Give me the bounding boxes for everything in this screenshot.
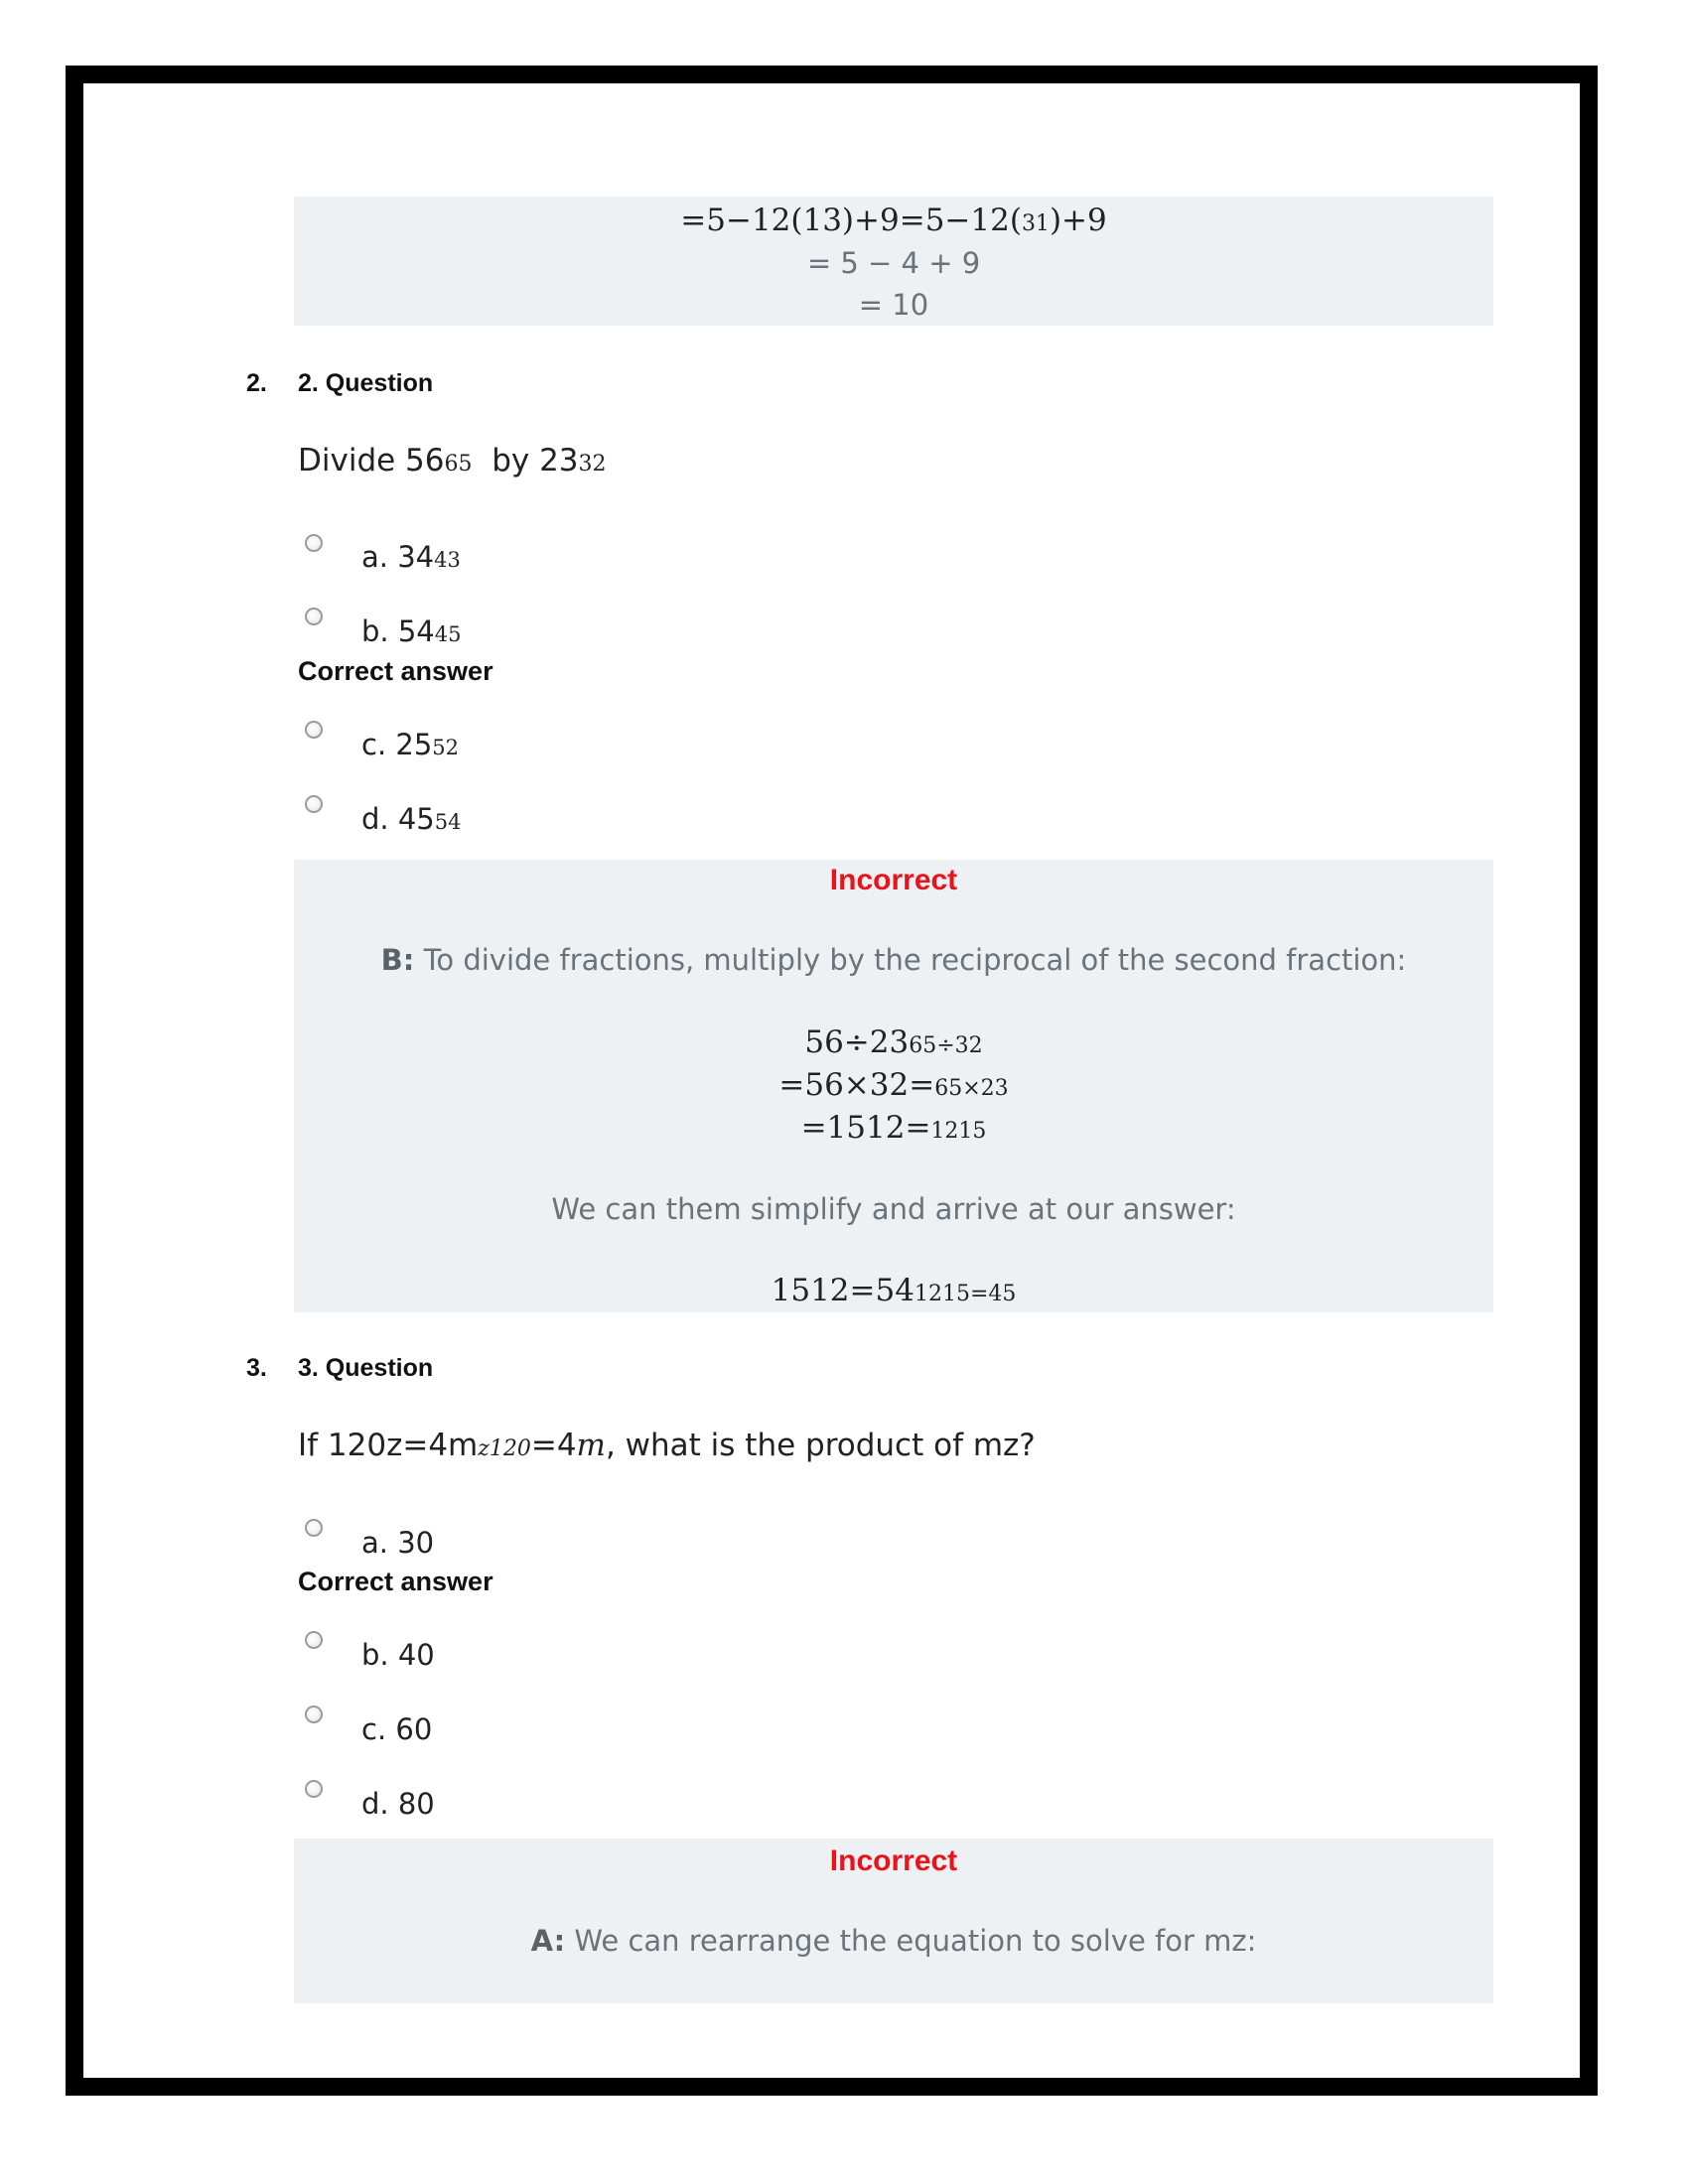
equation-line-2: =56×32=65×23 [778, 1067, 1009, 1103]
option-c[interactable]: c. 2552 [361, 728, 460, 761]
solution-line-2: = 5 − 4 + 9 [806, 246, 981, 280]
option-a[interactable]: a. 30 [361, 1526, 435, 1560]
question-text: Divide 5665 by 2332 [298, 443, 607, 478]
question-label: 3. Question [298, 1354, 434, 1382]
solution-panel-q1 [294, 197, 1493, 326]
option-d-radio[interactable] [305, 795, 323, 813]
question-number: 3. [246, 1354, 267, 1382]
option-a[interactable]: a. 3443 [361, 540, 461, 574]
equation-line-3: =1512=1215 [800, 1110, 987, 1146]
option-a-radio[interactable] [305, 534, 323, 552]
feedback-panel-q2 [294, 860, 1493, 1312]
option-b-radio[interactable] [305, 608, 323, 625]
equation-line-1: 56÷2365÷32 [804, 1024, 983, 1060]
question-label: 2. Question [298, 369, 434, 397]
option-a-radio[interactable] [305, 1519, 323, 1537]
correct-answer-label: Correct answer [298, 1567, 493, 1596]
result-status: Incorrect [829, 864, 958, 896]
option-b[interactable]: b. 40 [361, 1638, 435, 1672]
feedback-panel-q3 [294, 1839, 1493, 2003]
option-d-radio[interactable] [305, 1780, 323, 1798]
solution-line-3: = 10 [858, 288, 929, 322]
option-b[interactable]: b. 5445 [361, 614, 462, 648]
explanation-text: B: To divide fractions, multiply by the reciprocal of the second fraction: [380, 943, 1407, 977]
option-b-radio[interactable] [305, 1631, 323, 1649]
simplify-text: We can them simplify and arrive at our answer: [551, 1192, 1236, 1226]
option-d[interactable]: d. 4554 [361, 802, 462, 836]
question-text: If 120z=4mz120=4m, what is the product of mz? [298, 1428, 1036, 1463]
option-c[interactable]: c. 60 [361, 1712, 433, 1746]
solution-line-1: =5−12(13)+9=5−12(31)+9 [680, 203, 1107, 238]
result-status: Incorrect [829, 1844, 958, 1877]
option-d[interactable]: d. 80 [361, 1787, 435, 1821]
option-c-radio[interactable] [305, 721, 323, 739]
question-number: 2. [246, 369, 267, 397]
correct-answer-label: Correct answer [298, 656, 493, 686]
equation-line-4: 1512=541215=45 [771, 1273, 1017, 1308]
explanation-text: A: We can rearrange the equation to solve for mz: [530, 1924, 1257, 1958]
option-c-radio[interactable] [305, 1706, 323, 1723]
